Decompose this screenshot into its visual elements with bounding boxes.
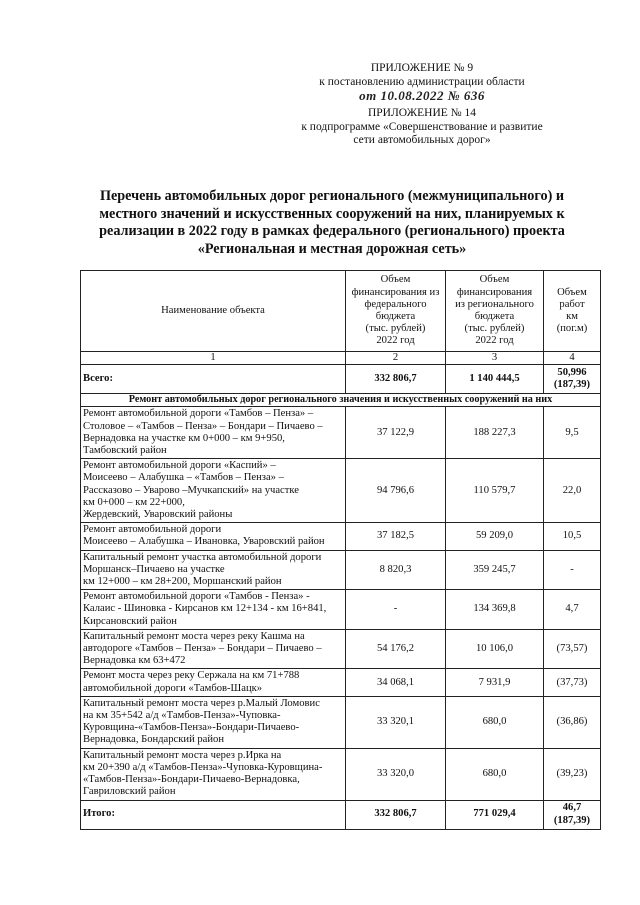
regional-amount: 10 106,0 [446, 629, 544, 669]
regional-amount: 134 369,8 [446, 590, 544, 630]
grand-total-works: 46,7 (187,39) [544, 800, 601, 829]
column-index: 4 [544, 352, 601, 365]
table-row [81, 629, 601, 669]
handwritten-date-number: от 10.08.2022 № 636 [359, 88, 485, 103]
object-name [81, 550, 346, 590]
table-row [81, 459, 601, 523]
column-header-federal: Объем финансирования из федерального бюджета (тыс. рублей) 2022 год [346, 271, 446, 352]
table-row [81, 523, 601, 550]
federal-amount: 34 068,1 [346, 669, 446, 696]
object-name-line: Ремонт автомобильной дороги [83, 524, 222, 536]
regional-amount: 59 209,0 [446, 523, 544, 550]
federal-amount: 94 796,6 [346, 459, 446, 523]
object-name-line: Вернадовка на участке км 0+000 – км 9+950, [83, 432, 285, 444]
federal-amount: 54 176,2 [346, 629, 446, 669]
object-name-line: Тамбовский район [83, 445, 167, 457]
table-row [81, 669, 601, 696]
works-volume: (73,57) [544, 629, 601, 669]
object-name-line: автомобильной дороги «Тамбов-Шацк» [83, 682, 263, 694]
works-volume: (36,86) [544, 696, 601, 748]
object-name-line: км 0+000 – км 22+000, [83, 496, 185, 508]
works-volume: 10,5 [544, 523, 601, 550]
object-name [81, 523, 346, 550]
object-name-line: Капитальный ремонт моста через р.Ирка на [83, 749, 282, 761]
total-label: Всего: [81, 365, 346, 394]
regional-amount: 7 931,9 [446, 669, 544, 696]
title-line-2: местного значений и искусственных сооружений на них, планируемых к [99, 205, 565, 222]
appendix-9-reference: к постановлению администрации области [319, 75, 525, 88]
regional-amount: 680,0 [446, 748, 544, 800]
table-header-row [81, 271, 601, 352]
object-name-line: Ремонт автомобильной дороги «Тамбов - Пенза» - [83, 591, 310, 603]
column-index: 3 [446, 352, 544, 365]
object-name-line: Ремонт моста через реку Сержала на км 71+788 [83, 670, 300, 682]
object-name [81, 748, 346, 800]
federal-amount: - [346, 590, 446, 630]
federal-amount: 37 122,9 [346, 407, 446, 459]
object-name-line: Капитальный ремонт участка автомобильной дороги [83, 551, 322, 563]
section-header-row [81, 394, 601, 407]
federal-amount: 8 820,3 [346, 550, 446, 590]
works-volume: - [544, 550, 601, 590]
document-title [72, 188, 592, 258]
object-name-line: Ремонт автомобильной дороги «Каспий» – [83, 460, 276, 472]
table-row [81, 550, 601, 590]
appendix-9-title: ПРИЛОЖЕНИЕ № 9 [370, 62, 474, 74]
federal-amount: 37 182,5 [346, 523, 446, 550]
regional-amount: 680,0 [446, 696, 544, 748]
column-header-works: Объем работ км (пог.м) [544, 271, 601, 352]
title-line-1: Перечень автомобильных дорог регионального (межмуниципального) и [99, 188, 565, 204]
object-name-line: Моисеево – Алабушка – Ивановка, Уваровский район [83, 536, 325, 548]
total-row [81, 365, 601, 394]
object-name [81, 669, 346, 696]
object-name-line: Вернадовка км 63+472 [83, 655, 186, 667]
appendix-14-reference-line-2: сети автомобильных дорог» [353, 134, 491, 146]
appendix-header [272, 62, 572, 148]
works-volume: (39,23) [544, 748, 601, 800]
object-name-line: км 12+000 – км 28+200, Моршанский район [83, 576, 282, 588]
works-volume: 9,5 [544, 407, 601, 459]
total-federal: 332 806,7 [346, 365, 446, 394]
column-header-name: Наименование объекта [81, 271, 346, 352]
table-rows [81, 407, 601, 800]
table-row [81, 748, 601, 800]
total-regional: 1 140 444,5 [446, 365, 544, 394]
column-header-regional: Объем финансирования из регионального бюджета (тыс. рублей) 2022 год [446, 271, 544, 352]
grand-total-federal: 332 806,7 [346, 800, 446, 829]
object-name-line: Куровщина-«Тамбов-Пенза»-Бондари-Пичаево- [83, 722, 300, 734]
works-volume: 4,7 [544, 590, 601, 630]
works-volume: (37,73) [544, 669, 601, 696]
grand-total-row [81, 800, 601, 829]
object-name [81, 696, 346, 748]
appendix-14-reference-line-1: к подпрограмме «Совершенствование и развитие [301, 120, 543, 133]
title-line-3: реализации в 2022 году в рамках федерального (регионального) проекта [99, 223, 565, 239]
object-name-line: Моисеево – Алабушка – «Тамбов – Пенза» – [83, 472, 284, 484]
title-line-4: «Региональная и местная дорожная сеть» [197, 240, 467, 257]
regional-amount: 110 579,7 [446, 459, 544, 523]
object-name [81, 629, 346, 669]
object-name-line: Капитальный ремонт моста через реку Кашма на [83, 630, 305, 642]
object-name-line: Гавриловский район [83, 786, 176, 798]
works-volume: 22,0 [544, 459, 601, 523]
object-name-line: Жердевский, Уваровский районы [83, 509, 233, 521]
column-index: 2 [346, 352, 446, 365]
object-name-line: Вернадовка, Бондарский район [83, 734, 225, 746]
table-row [81, 407, 601, 459]
objects-table [80, 270, 601, 830]
federal-amount: 33 320,0 [346, 748, 446, 800]
section-title: Ремонт автомобильных дорог регионального значения и искусственных сооружений на них [81, 394, 601, 407]
object-name-line: Рассказово – Уварово –Мучкапский» на участке [83, 484, 299, 496]
object-name-line: км 20+390 а/д «Тамбов-Пенза»-Чуповка-Куровщина- [83, 761, 323, 773]
regional-amount: 359 245,7 [446, 550, 544, 590]
column-index: 1 [81, 352, 346, 365]
object-name [81, 407, 346, 459]
object-name-line: на км 35+542 а/д «Тамбов-Пенза»-Чуповка- [83, 710, 281, 722]
column-index-row [81, 352, 601, 365]
appendix-14-title: ПРИЛОЖЕНИЕ № 14 [367, 107, 476, 119]
object-name [81, 590, 346, 630]
object-name-line: Калаис - Шиновка - Кирсанов км 12+134 - км 16+841, [83, 603, 327, 615]
object-name-line: автодороге «Тамбов – Пенза» – Бондари – Пичаево – [83, 643, 322, 655]
grand-total-regional: 771 029,4 [446, 800, 544, 829]
object-name-line: Капитальный ремонт моста через р.Малый Ломовис [83, 697, 320, 709]
object-name-line: Моршанск–Пичаево на участке [83, 563, 225, 575]
table-row [81, 590, 601, 630]
grand-total-label: Итого: [81, 800, 346, 829]
federal-amount: 33 320,1 [346, 696, 446, 748]
object-name-line: Кирсановский район [83, 615, 177, 627]
table-row [81, 696, 601, 748]
object-name [81, 459, 346, 523]
regional-amount: 188 227,3 [446, 407, 544, 459]
total-works: 50,996 (187,39) [544, 365, 601, 394]
object-name-line: Столовое – «Тамбов – Пенза» – Бондари – Пичаево – [83, 420, 323, 432]
object-name-line: Ремонт автомобильной дороги «Тамбов – Пенза» – [83, 408, 314, 420]
object-name-line: «Тамбов-Пенза»-Бондари-Пичаево-Вернадовка, [83, 774, 300, 786]
